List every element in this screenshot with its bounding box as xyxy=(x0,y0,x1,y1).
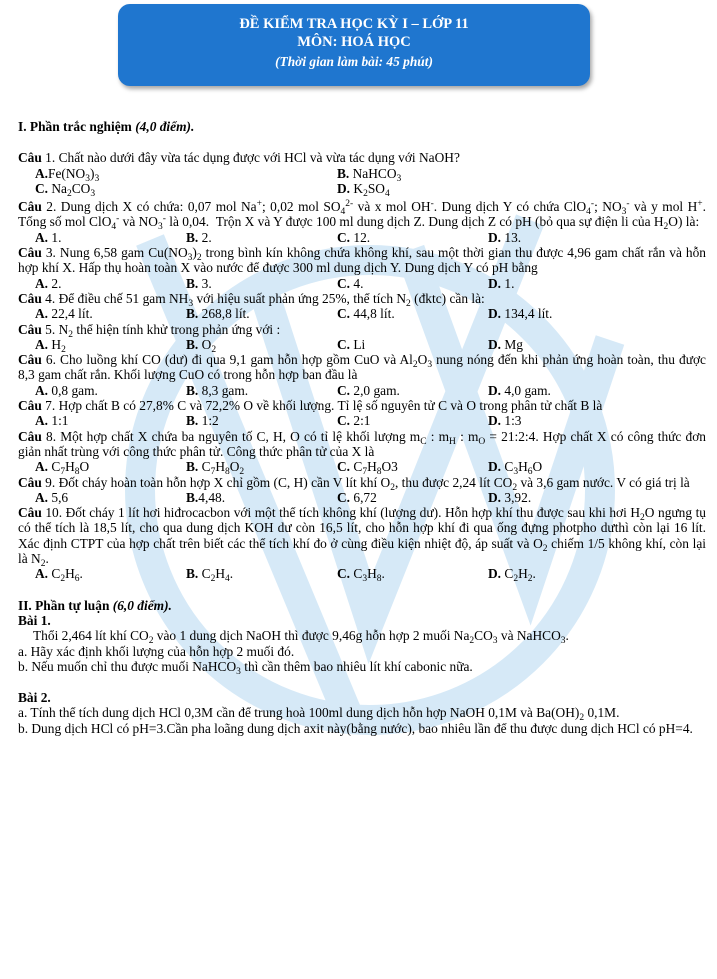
option-c[interactable]: C. 6,72 xyxy=(337,489,377,505)
question-5: Câu 5. $N_2$ thể hiện tính khử trong phản ứng với : xyxy=(18,321,281,340)
question-8: Câu 8. Một hợp chất X chứa ba nguyên tố C, H, O có tỉ lệ khối lượng $m_C$ : $m_H$ : $m_O$ = 21:2:4. Hợp chất X có công thức đơn giản nhất trùng với công thức phân tử. Công thức phân tử của X là xyxy=(18,428,706,459)
question-3-options xyxy=(35,276,706,291)
option-a[interactable]: A. $C_2H_6$. xyxy=(35,566,83,585)
question-2-options xyxy=(35,230,706,245)
option-d[interactable]: D. 1. xyxy=(488,275,515,291)
option-a[interactable]: A. 22,4 lít. xyxy=(35,306,93,322)
question-3: Câu 3. Nung 6,58 gam $Cu(NO_3)_2$ trong bình kín không chứa không khí, sau một thời gian thu được 4,96 gam chất rắn và hỗn hợp khí X. Hấp thụ hoàn toàn X vào nước để được 300 ml dung dịch Y. Dung dịch Y có pH bằng xyxy=(18,245,706,276)
option-c[interactable]: C. 12. xyxy=(337,229,371,245)
option-c[interactable]: C. 44,8 lít. xyxy=(337,306,395,322)
option-b[interactable]: B. NaHCO$_3$ xyxy=(337,165,402,184)
option-b[interactable]: B. 8,3 gam. xyxy=(186,382,249,398)
question-9-options xyxy=(35,490,706,505)
option-a[interactable]: $A.Fe(NO_3)_3$ xyxy=(35,165,100,184)
exam-time: (Thời gian làm bài: 45 phút) xyxy=(275,53,433,69)
bai1-part-b: b. Nếu muốn chỉ thu được muối NaHCO$_3$ thì cần thêm bao nhiêu lít khí cabonic nữa. xyxy=(18,658,473,677)
option-b[interactable]: B. $C_7H_8O_2$ xyxy=(186,459,245,478)
option-b[interactable]: B. 1:2 xyxy=(186,413,219,429)
question-4: Câu 4. Để điều chế 51 gam $NH_3$ với hiệu suất phản ứng 25%, thể tích $N_2$ (đktc) cần là: xyxy=(18,290,485,309)
option-a[interactable]: A. 5,6 xyxy=(35,489,69,505)
option-c[interactable]: C. $Na_2CO_3$ xyxy=(35,180,96,199)
part1-heading: I. Phần trắc nghiệm (4,0 điểm). xyxy=(18,119,195,134)
option-d[interactable]: D. $K_2SO_4$ xyxy=(337,180,390,199)
bai2-part-a: a. Tính thể tích dung dịch HCl 0,3M cần để trung hoà 100ml dung dịch hỗn hợp NaOH 0,1M và $Ba(OH)_2$ 0,1M. xyxy=(18,705,620,724)
exam-subject: MÔN: HOÁ HỌC xyxy=(297,34,411,51)
bai2-part-b: b. Dung dịch HCl có pH=3.Cần pha loãng dung dịch axit này(bằng nước), bao nhiêu lần để thu được dung dịch HCl có pH=4. xyxy=(18,720,693,736)
option-d[interactable]: D. $C_3H_6O$ xyxy=(488,459,543,478)
option-d[interactable]: D. 13. xyxy=(488,229,522,245)
bai1-statement: Thổi 2,464 lít khí $CO_2$ vào 1 dung dịch NaOH thì được 9,46g hỗn hợp 2 muối $Na_2CO_3$ và NaHCO$_3$. xyxy=(33,628,569,647)
question-10: Câu 10. Đốt cháy 1 lít hơi hiđrocacbon với một thể tích không khí (lượng dư). Hỗn hợp khí thu được sau khi hơi $H_2O$ ngưng tụ có thể tích là 18,5 lít, cho qua dung dịch KOH dư còn 16,5 lít, cho hỗn hợp khí đi qua ống đựng photpho dưthì còn lại 16 lít. Xác định CTPT của hợp chất trên biết các thể tích khí đo ở cùng điều kiện nhiệt độ, áp suất và $O_2$ chiếm 1/5 không khí, còn lại là $N_2$. xyxy=(18,505,706,570)
option-b[interactable]: B.4,48. xyxy=(186,489,226,505)
option-c[interactable]: C. $C_3H_8$. xyxy=(337,566,385,585)
option-c[interactable]: C. 2:1 xyxy=(337,413,371,429)
exam-title: ĐỀ KIỂM TRA HỌC KỲ I – LỚP 11 xyxy=(239,16,469,32)
option-d[interactable]: D. 134,4 lít. xyxy=(488,306,553,322)
option-d[interactable]: D. 4,0 gam. xyxy=(488,382,551,398)
question-1-options xyxy=(35,166,706,197)
question-5-options xyxy=(35,336,706,355)
option-c[interactable]: C. $C_7H_8O3$ xyxy=(337,459,398,478)
option-b[interactable]: B. $O_2$ xyxy=(186,336,217,355)
option-d[interactable]: D. 1:3 xyxy=(488,413,522,429)
option-a[interactable]: A. 1:1 xyxy=(35,413,69,429)
option-c[interactable]: C. Li xyxy=(337,336,366,352)
option-d[interactable]: D. Mg xyxy=(488,336,523,352)
option-d[interactable]: D. 3,92. xyxy=(488,489,532,505)
question-10-options xyxy=(35,566,706,585)
question-2: Câu 2. Dung dịch X có chứa: 0,07 mol Na+; 0,02 mol $SO_4^{2-}$ và x mol OH-. Dung dịch Y có chứa ClO$_4$-; $NO_3^-$ và y mol H+. Tổng số mol ClO$_4$- và $NO_3^-$ là 0,04. Trộn X và Y được 100 ml dung dịch Z. Dung dịch Z có pH (bỏ qua sự điện li của $H_2O$) là: xyxy=(18,199,706,233)
option-b[interactable]: B. 2. xyxy=(186,229,212,245)
option-c[interactable]: C. 2,0 gam. xyxy=(337,382,400,398)
option-b[interactable]: B. 268,8 lít. xyxy=(186,306,250,322)
question-7: Câu 7. Hợp chất B có 27,8% C và 72,2% O về khối lượng. Tỉ lệ số nguyên tử C và O trong phân tử chất B là xyxy=(18,398,603,414)
exam-header xyxy=(118,4,590,86)
question-6: Câu 6. Cho luồng khí CO (dư) đi qua 9,1 gam hỗn hợp gồm CuO và $Al_2O_3$ nung nóng đến khi phản ứng hoàn toàn, thu được 8,3 gam chất rắn. Khối lượng CuO có trong hỗn hợp ban đầu là xyxy=(18,352,706,383)
part2-heading: II. Phần tự luận (6,0 điểm). xyxy=(18,597,172,613)
option-a[interactable]: A. $C_7H_8O$ xyxy=(35,459,90,478)
bai2-heading: Bài 2. xyxy=(18,690,51,706)
bai1-part-a: a. Hãy xác định khối lượng của hỗn hợp 2 muối đó. xyxy=(18,643,295,659)
question-8-options xyxy=(35,459,706,478)
exam-content xyxy=(18,119,706,736)
option-b[interactable]: B. 3. xyxy=(186,275,212,291)
option-a[interactable]: A. 2. xyxy=(35,275,62,291)
option-a[interactable]: A. 0,8 gam. xyxy=(35,382,98,398)
option-a[interactable]: A. $H_2$ xyxy=(35,336,66,355)
question-6-options xyxy=(35,383,706,398)
option-c[interactable]: C. 4. xyxy=(337,275,364,291)
question-4-options xyxy=(35,306,706,321)
option-b[interactable]: B. $C_2H_4$. xyxy=(186,566,234,585)
option-d[interactable]: D. $C_2H_2$. xyxy=(488,566,536,585)
option-a[interactable]: A. 1. xyxy=(35,229,62,245)
bai1-heading: Bài 1. xyxy=(18,612,51,628)
question-7-options xyxy=(35,413,706,428)
question-9: Câu 9. Đốt cháy hoàn toàn hỗn hợp X chỉ gồm (C, H) cần V lít khí $O_2$, thu được 2,24 lít $CO_2$ và 3,6 gam nước. V có giá trị là xyxy=(18,474,690,493)
question-1: Câu 1. Chất nào dưới đây vừa tác dụng được với HCl và vừa tác dụng với NaOH? xyxy=(18,150,460,166)
